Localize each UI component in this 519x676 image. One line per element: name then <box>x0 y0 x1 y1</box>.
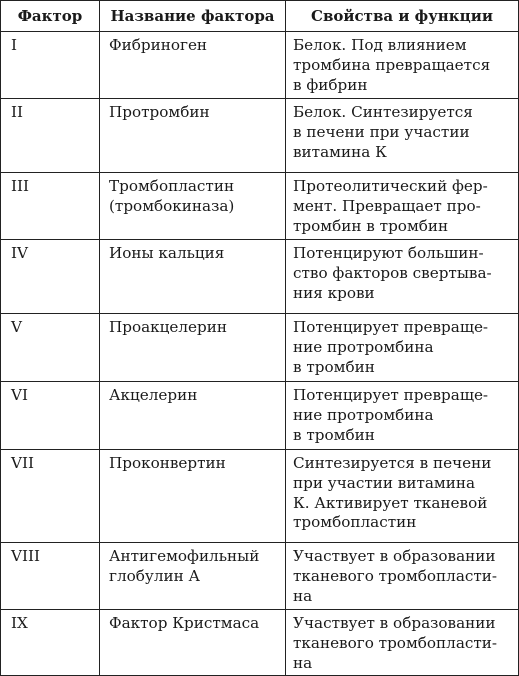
factor-property-line: Белок. Синтезируется <box>293 103 473 121</box>
header-row <box>1 1 519 32</box>
factor-property-line: Участвует в образовании <box>293 547 496 565</box>
factor-property-line: Синтезируется в печени <box>293 454 492 472</box>
factor-name <box>100 314 286 382</box>
factor-name-line: Тромбопластин <box>109 177 235 195</box>
factor-property-line: Потенцирует превраще- <box>293 318 489 336</box>
factor-numeral: V <box>1 314 100 382</box>
factor-numeral: VI <box>1 382 100 450</box>
factor-numeral: VII <box>1 450 100 543</box>
factor-property-line: ние протромбина <box>293 405 434 424</box>
factor-properties <box>286 450 519 543</box>
header-properties: Свойства и функции <box>286 1 519 32</box>
factor-property-line: при участии витамина <box>293 473 476 492</box>
table-row <box>1 610 519 676</box>
factor-name-line: глобулин А <box>109 566 201 585</box>
header-factor: Фактор <box>1 1 100 32</box>
factor-numeral: IV <box>1 240 100 314</box>
factor-property-line: тромбопластин <box>293 513 417 532</box>
factor-numeral: I <box>1 32 100 99</box>
factor-properties <box>286 32 519 99</box>
table-row <box>1 32 519 99</box>
factor-property-line: Потенцируют большин- <box>293 244 484 262</box>
factor-property-line: в тромбин <box>293 425 375 444</box>
factor-name <box>100 240 286 314</box>
factor-property-line: Протеолитический фер- <box>293 177 488 195</box>
factor-name-line: Фактор Кристмаса <box>109 614 260 632</box>
factor-numeral: III <box>1 173 100 240</box>
factor-property-line: тромбин в тромбин <box>293 216 449 235</box>
factor-name-line: (тромбокиназа) <box>109 196 235 215</box>
header-name: Название фактора <box>100 1 286 32</box>
table-row <box>1 450 519 543</box>
factor-name-line: Протромбин <box>109 103 210 121</box>
factor-properties <box>286 382 519 450</box>
factor-property-line: Потенцирует превраще- <box>293 386 489 404</box>
factor-properties <box>286 543 519 610</box>
factor-name-line: Проконвертин <box>109 454 226 472</box>
factor-properties <box>286 314 519 382</box>
table-row <box>1 173 519 240</box>
factor-name-line: Фибриноген <box>109 36 208 54</box>
factor-property-line: в фибрин <box>293 75 368 94</box>
factor-properties <box>286 99 519 173</box>
factor-properties <box>286 240 519 314</box>
factor-numeral: IX <box>1 610 100 676</box>
factor-property-line: мент. Превращает про- <box>293 196 481 215</box>
factor-name <box>100 450 286 543</box>
factor-name <box>100 610 286 676</box>
factor-name-line: Акцелерин <box>109 386 198 404</box>
factor-name <box>100 99 286 173</box>
factor-property-line: ния крови <box>293 283 375 302</box>
table-row <box>1 314 519 382</box>
factor-name-line: Антигемофильный <box>109 547 260 565</box>
factor-property-line: в тромбин <box>293 357 375 376</box>
table-row <box>1 99 519 173</box>
factor-name <box>100 173 286 240</box>
factor-property-line: на <box>293 586 313 605</box>
factor-name <box>100 543 286 610</box>
factor-property-line: К. Активирует тканевой <box>293 493 488 512</box>
factor-property-line: тканевого тромбопласти- <box>293 633 498 652</box>
factor-name <box>100 382 286 450</box>
factor-properties <box>286 610 519 676</box>
factor-name-line: Проакцелерин <box>109 318 228 336</box>
factor-property-line: на <box>293 653 313 672</box>
factor-property-line: Белок. Под влиянием <box>293 36 467 54</box>
factor-name <box>100 32 286 99</box>
factor-property-line: ние протромбина <box>293 337 434 356</box>
factor-property-line: в печени при участии <box>293 122 470 141</box>
factor-numeral: VIII <box>1 543 100 610</box>
factor-numeral: II <box>1 99 100 173</box>
table-body <box>1 32 519 676</box>
factor-name-line: Ионы кальция <box>109 244 225 262</box>
table-row <box>1 543 519 610</box>
table-row <box>1 240 519 314</box>
factor-property-line: тромбина превращается <box>293 55 491 74</box>
table-header <box>1 1 519 32</box>
table-row <box>1 382 519 450</box>
factor-property-line: Участвует в образовании <box>293 614 496 632</box>
factor-properties <box>286 173 519 240</box>
factor-property-line: витамина К <box>293 142 387 161</box>
factor-property-line: ство факторов свертыва- <box>293 263 492 282</box>
factor-property-line: тканевого тромбопласти- <box>293 566 498 585</box>
